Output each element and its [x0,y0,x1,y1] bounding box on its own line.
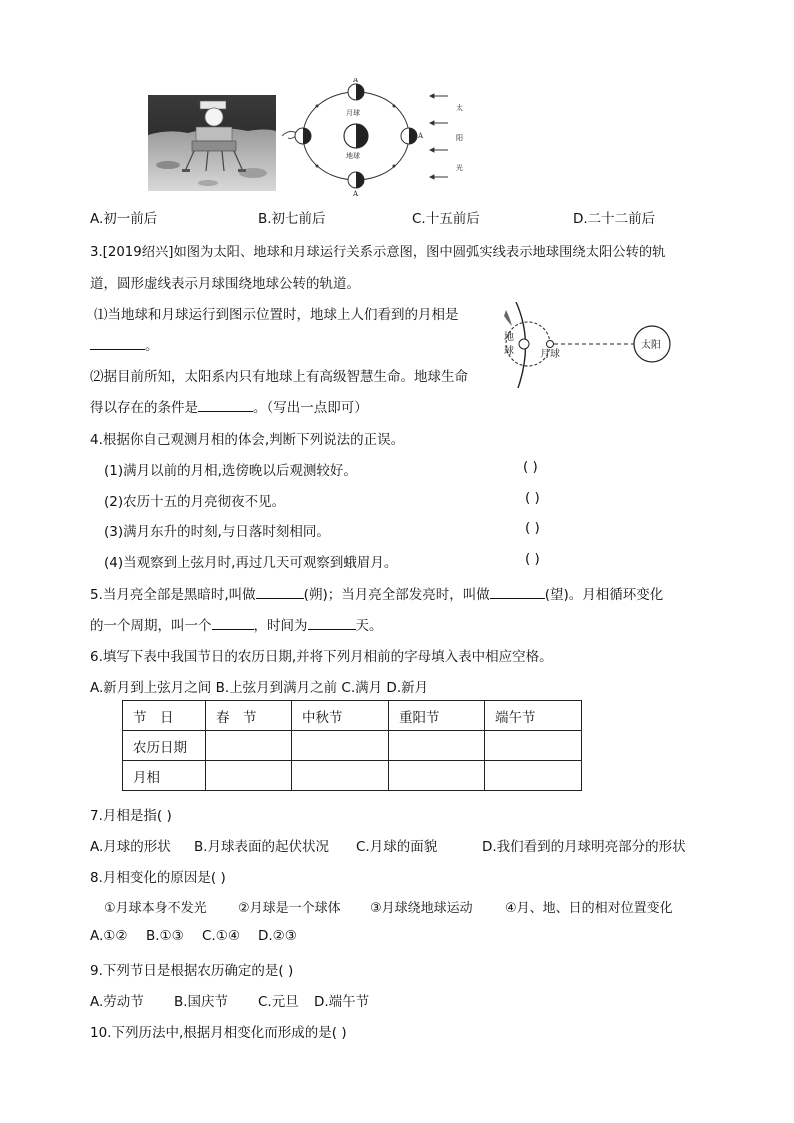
festival-table [122,700,582,791]
q5-line1: 5.当月亮全部是黑暗时,叫做 (朔)；当月亮全部发亮时，叫做 (望)。月相循环变化 [90,583,663,603]
q3-part1-blank[interactable] [90,335,145,350]
q9-option-c: C.元旦 [258,994,299,1010]
q6-stem: 6.填写下表中我国节日的农历日期,并将下列月相前的字母填入表中相应空格。 [90,649,553,665]
table-header-cell: 节 日 [123,701,206,731]
table-row [123,761,582,791]
moon-phase-orbit-diagram [282,78,472,196]
figure-sun-label: 太阳 [641,340,661,351]
table-cell[interactable] [389,761,485,791]
q8-option-c: C.①④ [202,928,240,944]
table-cell[interactable] [292,761,389,791]
diagram-label-a-bottom: A [353,190,359,196]
q4-item-4: (4)当观察到上弦月时,再过几天可观察到蛾眉月。 [104,555,398,571]
sunlight-label-2: 阳 [456,134,463,142]
q5-blank-2[interactable] [490,584,545,599]
q2-option-c: C.十五前后 [412,211,480,227]
q3-part2-suffix: 。（写出一点即可） [253,400,368,416]
table-header-cell: 重阳节 [389,701,485,731]
q2-option-d: D.二十二前后 [573,211,656,227]
table-header-cell: 端午节 [485,701,582,731]
q5-blank-3[interactable] [212,615,254,630]
q6-options: A.新月到上弦月之间 B.上弦月到满月之前 C.满月 D.新月 [90,680,429,696]
sun-earth-moon-figure [494,302,680,388]
q8-statement-4: ④月、地、日的相对位置变化 [505,901,673,916]
table-cell[interactable] [485,761,582,791]
q7-option-a: A.月球的形状 [90,839,171,855]
q7-stem: 7.月相是指( ) [90,808,172,824]
q4-item-1: (1)满月以前的月相,选傍晚以后观测较好。 [104,463,357,479]
q4-item-2: (2)农历十五的月亮彻夜不见。 [104,494,286,510]
diagram-label-a-right: A [418,132,424,140]
q7-option-c: C.月球的面貌 [356,839,438,855]
q3-stem-line2: 道，圆形虚线表示月球围绕地球公转的轨道。 [90,276,360,292]
q3-part2-prefix: 得以存在的条件是 [90,400,198,416]
q5-blank-4[interactable] [308,615,356,630]
q3-part2-line2 [90,396,368,416]
q8-statement-1: ①月球本身不发光 [104,901,207,916]
sunlight-label-1: 太 [456,104,463,112]
q4-stem: 4.根据你自己观测月相的体会,判断下列说法的正误。 [90,432,405,448]
q10-stem: 10.下列历法中,根据月相变化而形成的是( ) [90,1025,347,1041]
diagram-label-earth: 地球 [346,152,360,160]
table-cell[interactable] [485,731,582,761]
q4-item-2-paren[interactable]: ( ) [525,490,540,506]
figure-moon-label: 月球 [540,349,560,360]
q8-option-d: D.②③ [258,928,297,944]
lunar-lander-photo [148,95,276,191]
q3-part2-line1: ⑵据目前所知，太阳系内只有地球上有高级智慧生命。地球生命 [90,369,468,385]
q4-item-3: (3)满月东升的时刻,与日落时刻相同。 [104,524,330,540]
q7-option-d: D.我们看到的月球明亮部分的形状 [482,839,686,855]
q2-option-a: A.初一前后 [90,211,158,227]
q4-item-1-paren[interactable]: ( ) [523,459,538,475]
q2-option-b: B.初七前后 [258,211,326,227]
sunlight-label-3: 光 [456,164,463,172]
q8-option-b: B.①③ [146,928,184,944]
table-cell[interactable] [292,731,389,761]
table-row-label: 月相 [123,761,206,791]
q8-statement-2: ②月球是一个球体 [238,901,341,916]
diagram-label-moon: 月球 [346,109,360,117]
table-row-label: 农历日期 [123,731,206,761]
q9-stem: 9.下列节日是根据农历确定的是( ) [90,963,294,979]
figure-earth-label-1: 地 [504,332,514,343]
table-cell[interactable] [206,731,292,761]
q3-part1-answer-line [90,334,159,354]
q9-option-d: D.端午节 [314,994,370,1010]
q5-line2: 的一个周期，叫一个 ，时间为 天。 [90,614,383,634]
table-row [123,701,582,731]
figure-earth-label-2: 球 [504,346,514,357]
q9-option-b: B.国庆节 [174,994,229,1010]
q8-stem: 8.月相变化的原因是( ) [90,870,226,886]
q3-stem-line1: 3.[2019绍兴]如图为太阳、地球和月球运行关系示意图，图中圆弧实线表示地球围绕太阳公转的轨 [90,245,666,260]
q3-part1-line1: ⑴当地球和月球运行到图示位置时，地球上人们看到的月相是 [94,307,459,323]
diagram-label-a-top: A [353,78,359,84]
q4-item-4-paren[interactable]: ( ) [525,551,540,567]
q8-option-a: A.①② [90,928,128,944]
q9-option-a: A.劳动节 [90,994,144,1010]
table-row [123,731,582,761]
table-cell[interactable] [389,731,485,761]
table-header-cell: 春 节 [206,701,292,731]
table-header-cell: 中秋节 [292,701,389,731]
q3-part2-blank[interactable] [198,397,253,412]
q5-blank-1[interactable] [256,584,304,599]
table-cell[interactable] [206,761,292,791]
q4-item-3-paren[interactable]: ( ) [525,520,540,536]
q8-statement-3: ③月球绕地球运动 [370,901,473,916]
q7-option-b: B.月球表面的起伏状况 [194,839,330,855]
q3-part1-end: 。 [145,338,159,354]
